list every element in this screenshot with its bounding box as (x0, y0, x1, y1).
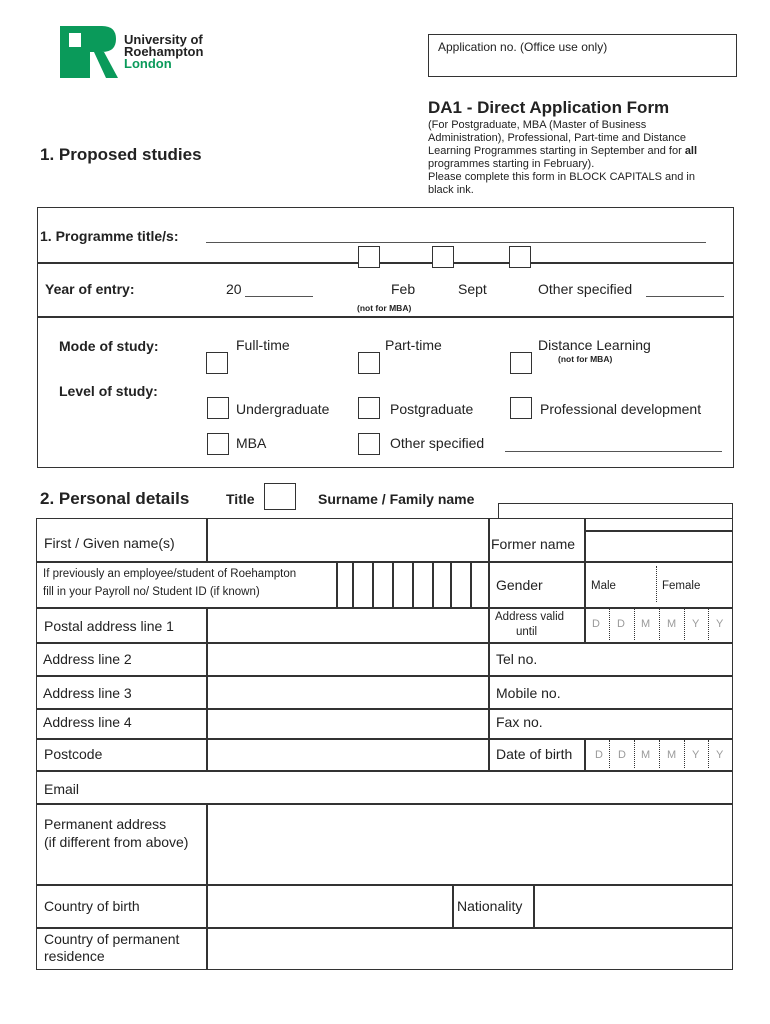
male-option[interactable]: Male (591, 580, 616, 592)
payroll-label-line-2: fill in your Payroll no/ Student ID (if known) (43, 586, 260, 598)
form-intro (428, 119, 718, 197)
postgraduate-label: Postgraduate (390, 401, 474, 417)
tel-label: Tel no. (496, 651, 538, 667)
divider (37, 316, 734, 318)
dob-y1: Y (692, 749, 700, 761)
id-cell-line (392, 561, 394, 607)
first-name-input[interactable] (208, 520, 486, 560)
col-line (452, 884, 454, 927)
other-level-checkbox[interactable] (358, 433, 380, 455)
female-option[interactable]: Female (662, 580, 701, 592)
email-label: Email (44, 781, 80, 797)
distance-learning-label: Distance Learning (538, 337, 651, 353)
gender-divider (656, 566, 657, 602)
id-cell-line (372, 561, 374, 607)
former-name-input[interactable] (586, 532, 732, 560)
date-divider (609, 740, 610, 768)
postcode-label: Postcode (44, 746, 103, 762)
logo-line-1: University of (124, 32, 203, 47)
full-time-checkbox[interactable] (206, 352, 228, 374)
postgraduate-checkbox[interactable] (358, 397, 380, 419)
date-divider (634, 609, 635, 640)
mba-label: MBA (236, 435, 267, 451)
valid-m2: M (667, 618, 677, 630)
address-3-input[interactable] (208, 677, 486, 707)
logo-line-3: London (124, 56, 172, 71)
dob-label: Date of birth (496, 746, 573, 762)
professional-development-label: Professional development (540, 401, 702, 417)
postal-address-1-label: Postal address line 1 (44, 618, 174, 634)
postal-address-1-input[interactable] (208, 609, 486, 641)
logo-mark-icon (58, 24, 120, 80)
divider (37, 262, 734, 264)
feb-label: Feb (391, 281, 416, 297)
title-label: Title (226, 491, 255, 507)
id-cell-line (470, 561, 472, 607)
mba-checkbox[interactable] (207, 433, 229, 455)
fax-input[interactable] (586, 710, 732, 737)
programme-title-input[interactable] (206, 242, 706, 243)
postcode-input[interactable] (208, 740, 486, 769)
intro-all: all (684, 145, 698, 157)
address-4-label: Address line 4 (43, 714, 132, 730)
sept-checkbox[interactable] (432, 246, 454, 268)
section-1-heading: 1. Proposed studies (40, 145, 202, 164)
country-residence-label-1: Country of permanent (44, 931, 180, 947)
distance-learning-checkbox[interactable] (510, 352, 532, 374)
undergraduate-checkbox[interactable] (207, 397, 229, 419)
valid-m1: M (641, 618, 651, 630)
dob-d2: D (618, 749, 626, 761)
intro-text-end: programmes starting in February). (428, 158, 595, 170)
title-input[interactable] (264, 483, 296, 510)
programme-title-label: 1. Programme title/s: (40, 228, 179, 244)
section-2-heading: 2. Personal details (40, 489, 190, 508)
intro-text: (For Postgraduate, MBA (Master of Business Administration), Professional, Part-time and Distance Learning Programmes starting in September and for (428, 119, 686, 157)
address-2-label: Address line 2 (43, 651, 132, 667)
distance-note: (not for MBA) (558, 354, 613, 364)
mode-of-study-label: Mode of study: (59, 338, 159, 354)
permanent-address-input[interactable] (208, 805, 732, 883)
part-time-label: Part-time (385, 337, 442, 353)
other-level-input[interactable] (505, 451, 722, 452)
col-line (584, 738, 586, 770)
col-line (336, 561, 338, 607)
year-input[interactable] (245, 296, 313, 297)
university-logo (58, 24, 228, 80)
valid-d1: D (592, 618, 600, 630)
fax-label: Fax no. (496, 714, 543, 730)
other-level-label: Other specified (390, 435, 485, 451)
tel-input[interactable] (586, 644, 732, 674)
year-prefix: 20 (226, 281, 242, 297)
address-valid-label-1: Address valid (495, 611, 565, 623)
email-input[interactable] (208, 772, 732, 802)
first-name-label: First / Given name(s) (44, 535, 175, 551)
dob-y2: Y (716, 749, 724, 761)
form-title: DA1 - Direct Application Form (428, 98, 670, 117)
valid-y2: Y (716, 618, 724, 630)
logo-line-2: Roehampton (124, 44, 204, 59)
former-name-label: Former name (491, 536, 576, 552)
professional-development-checkbox[interactable] (510, 397, 532, 419)
date-divider (708, 609, 709, 640)
feb-note: (not for MBA) (357, 303, 412, 313)
date-divider (708, 740, 709, 768)
permanent-address-label-1: Permanent address (44, 816, 167, 832)
date-divider (659, 609, 660, 640)
id-cell-line (432, 561, 434, 607)
row-line (36, 561, 733, 563)
col-line (488, 518, 490, 770)
sept-label: Sept (458, 281, 487, 297)
dob-m1: M (641, 749, 651, 761)
date-divider (634, 740, 635, 768)
address-4-input[interactable] (208, 710, 486, 737)
id-cell-line (352, 561, 354, 607)
full-time-label: Full-time (236, 337, 290, 353)
date-divider (609, 609, 610, 640)
intro-block-capitals: Please complete this form in BLOCK CAPITALS and in black ink. (428, 171, 695, 196)
address-valid-label-2: until (516, 626, 538, 638)
valid-y1: Y (692, 618, 700, 630)
country-of-birth-label: Country of birth (44, 898, 140, 914)
address-2-input[interactable] (208, 644, 486, 674)
dob-m2: M (667, 749, 677, 761)
payroll-label-line-1: If previously an employee/student of Roehampton (43, 568, 297, 580)
feb-checkbox[interactable] (358, 246, 380, 268)
permanent-address-label-2: (if different from above) (44, 834, 189, 850)
date-divider (684, 609, 685, 640)
id-cell-line (450, 561, 452, 607)
country-residence-label-2: residence (44, 948, 105, 964)
nationality-input[interactable] (535, 886, 732, 926)
other-specified-checkbox[interactable] (509, 246, 531, 268)
date-divider (659, 740, 660, 768)
undergraduate-label: Undergraduate (236, 401, 330, 417)
part-time-checkbox[interactable] (358, 352, 380, 374)
level-of-study-label: Level of study: (59, 383, 158, 399)
nationality-label: Nationality (457, 898, 523, 914)
address-3-label: Address line 3 (43, 685, 132, 701)
other-specified-label: Other specified (538, 281, 633, 297)
valid-d2: D (617, 618, 625, 630)
office-use-label: Application no. (Office use only) (438, 40, 608, 54)
surname-label: Surname / Family name (318, 491, 475, 507)
dob-d1: D (595, 749, 603, 761)
mobile-input[interactable] (586, 677, 732, 707)
country-residence-input[interactable] (208, 929, 732, 969)
gender-label: Gender (496, 577, 543, 593)
country-of-birth-input[interactable] (208, 886, 451, 926)
date-divider (684, 740, 685, 768)
year-of-entry-label: Year of entry: (45, 281, 135, 297)
mobile-label: Mobile no. (496, 685, 561, 701)
other-specified-input[interactable] (646, 296, 724, 297)
id-cell-line (412, 561, 414, 607)
